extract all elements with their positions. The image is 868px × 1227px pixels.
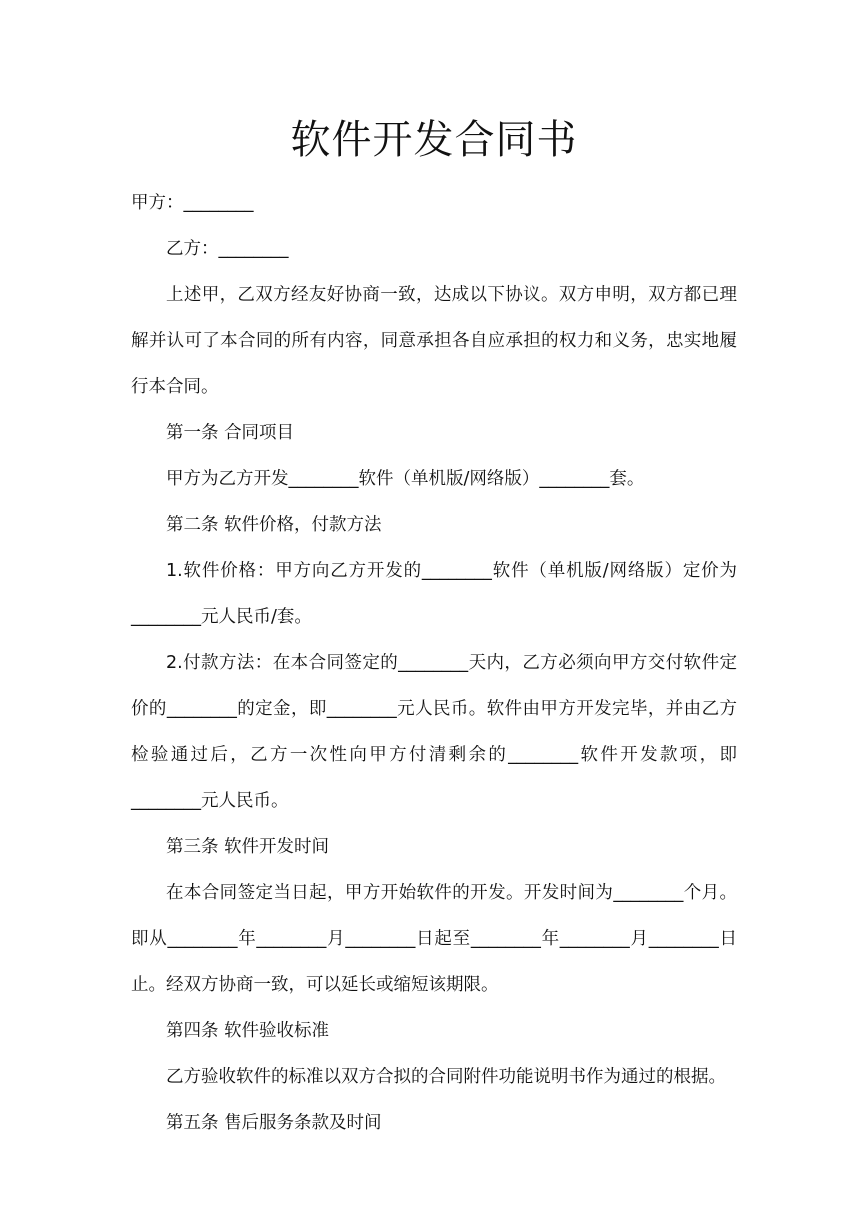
document-title: 软件开发合同书 bbox=[290, 117, 578, 163]
article-2-payment-paragraph: 2.付款方法：在本合同签定的________天内，乙方必须向甲方交付软件定价的________的定金，即________元人民币。软件由甲方开发完毕，并由乙方检验通过后，乙方一次性向甲方付清剩余的________软件开发款项，即________元人民币。 bbox=[131, 653, 737, 811]
article-3-heading: 第三条 软件开发时间 bbox=[166, 837, 330, 857]
party-b-line: 乙方：________ bbox=[166, 239, 289, 259]
document-body bbox=[131, 180, 737, 1146]
article-4-heading: 第四条 软件验收标准 bbox=[166, 1021, 330, 1041]
article-2-price-paragraph: 1.软件价格：甲方向乙方开发的________软件（单机版/网络版）定价为________元人民币/套。 bbox=[131, 561, 737, 627]
article-2-heading: 第二条 软件价格，付款方法 bbox=[166, 515, 382, 535]
article-1-heading: 第一条 合同项目 bbox=[166, 423, 295, 443]
article-5-heading: 第五条 售后服务条款及时间 bbox=[166, 1113, 382, 1133]
party-a-line: 甲方：________ bbox=[131, 193, 254, 213]
preamble-paragraph: 上述甲，乙双方经友好协商一致，达成以下协议。双方申明，双方都已理解并认可了本合同的所有内容，同意承担各自应承担的权力和义务，忠实地履行本合同。 bbox=[131, 285, 737, 397]
article-1-body: 甲方为乙方开发________软件（单机版/网络版）________套。 bbox=[166, 469, 645, 489]
article-4-body: 乙方验收软件的标准以双方合拟的合同附件功能说明书作为通过的根据。 bbox=[166, 1067, 726, 1087]
article-3-body: 在本合同签定当日起，甲方开始软件的开发。开发时间为________个月。即从________年________月________日起至________年________月________日止。经双方协商一致，可以延长或缩短该期限。 bbox=[131, 883, 737, 995]
